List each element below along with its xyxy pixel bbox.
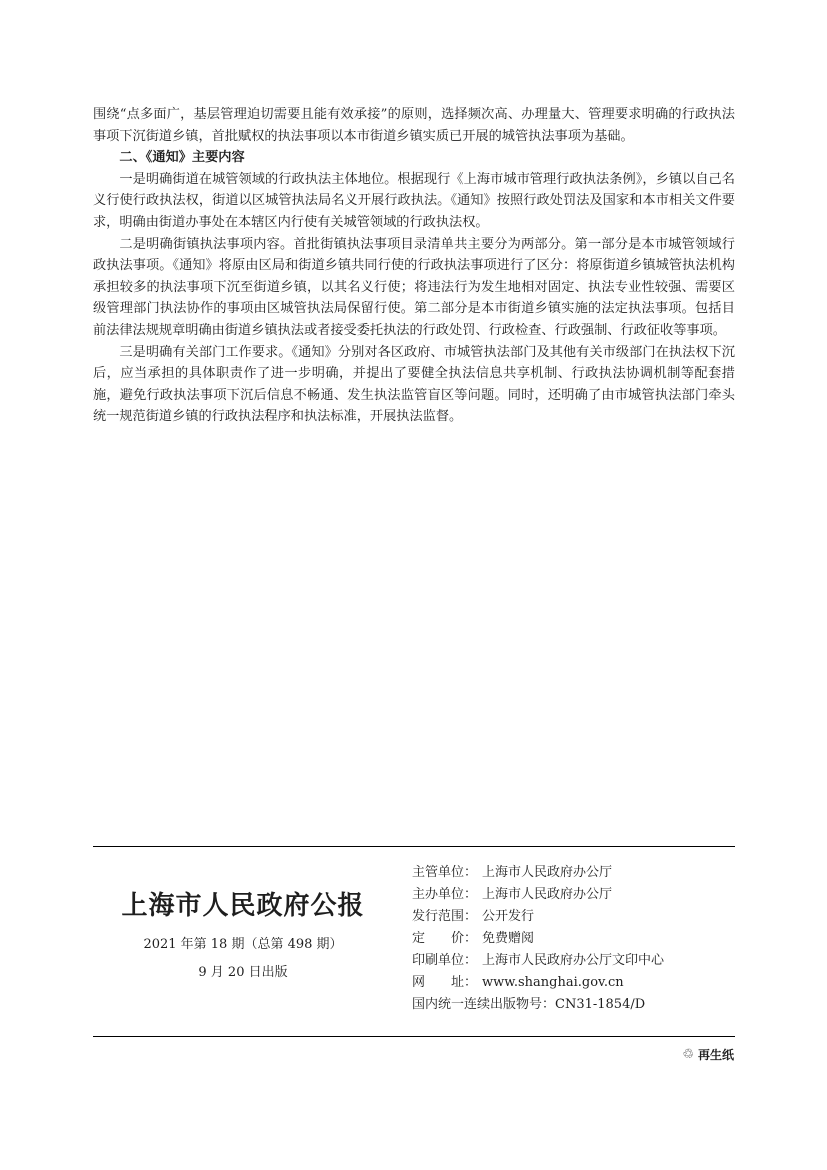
masthead — [93, 890, 393, 982]
info-row — [412, 906, 664, 928]
info-label: 定 价： — [412, 931, 478, 946]
info-label: 主管单位： — [412, 865, 478, 880]
recycle-icon: ♲ — [682, 1047, 694, 1062]
info-row — [412, 950, 664, 972]
section-heading: 二、《通知》主要内容 — [119, 150, 245, 166]
info-value: 免费赠阅 — [482, 931, 535, 946]
paragraph-two: 二是明确街镇执法事项内容。首批街镇执法事项目录清单共主要分为两部分。第一部分是本市城管领域行政执法事项。《通知》将原由区局和街道乡镇共同行使的行政执法事项进行了区分：将原街道乡镇城管执法机构承担较多的执法事项下沉至街道乡镇，以其名义行使；将违法行为发生地相对固定、执法专业性较强、需要区级管理部门执法协作的事项由区城管执法局保留行使。第二部分是本市街道乡镇实施的法定执法事项。包括目前法律法规规章明确由街道乡镇执法或者接受委托执法的行政处罚、行政检查、行政强制、行政征收等事项。 — [93, 236, 735, 338]
info-row — [412, 928, 664, 950]
info-label: 主办单位： — [412, 887, 478, 902]
info-value: 上海市人民政府办公厅 — [482, 865, 613, 880]
paragraph-three: 三是明确有关部门工作要求。《通知》分别对各区政府、市城管执法部门及其他有关市级部门在执法权下沉后，应当承担的具体职责作了进一步明确，并提出了要健全执法信息共享机制、行政执法协调机制等配套措施，避免行政执法事项下沉后信息不畅通、发生执法监管盲区等问题。同时，还明确了由市城管执法部门牵头统一规范街道乡镇的行政执法程序和执法标准，开展执法监督。 — [93, 344, 735, 425]
issn-number: 国内统一连续出版物号：CN31-1854/D — [412, 997, 646, 1012]
info-row — [412, 884, 664, 906]
paragraph-intro: 围绕“点多面广，基层管理迫切需要且能有效承接”的原则，选择频次高、办理量大、管理要求明确的行政执法事项下沉街道乡镇，首批赋权的执法事项以本市街道乡镇实质已开展的城管执法事项为基础。 — [93, 107, 735, 144]
issn-row — [412, 994, 664, 1016]
article-body — [93, 104, 735, 428]
info-label: 网 址： — [412, 975, 478, 990]
info-label: 印刷单位： — [412, 953, 478, 968]
paragraph-one: 一是明确街道在城管领域的行政执法主体地位。根据现行《上海市城市管理行政执法条例》，乡镇以自己名义行使行政执法权，街道以区城管执法局名义开展行政执法。《通知》按照行政处罚法及国家和本市相关文件要求，明确由街道办事处在本辖区内行使有关城管领域的行政执法权。 — [93, 171, 735, 230]
recycled-paper-label: 再生纸 — [697, 1048, 734, 1062]
publish-date: 9 月 20 日出版 — [198, 965, 288, 980]
info-row — [412, 862, 664, 884]
issue-number: 2021 年第 18 期（总第 498 期） — [143, 937, 343, 952]
bottom-divider — [93, 1036, 735, 1037]
top-divider — [93, 846, 735, 847]
info-label: 发行范围： — [412, 909, 478, 924]
recycled-paper-mark — [682, 1046, 734, 1063]
website-link[interactable]: www.shanghai.gov.cn — [482, 975, 624, 990]
publication-info — [412, 862, 664, 1016]
info-value: 上海市人民政府办公厅 — [482, 887, 613, 902]
gazette-title: 上海市人民政府公报 — [121, 891, 365, 921]
info-value: 上海市人民政府办公厅文印中心 — [482, 953, 665, 968]
info-value: 公开发行 — [482, 909, 535, 924]
info-row — [412, 972, 664, 994]
